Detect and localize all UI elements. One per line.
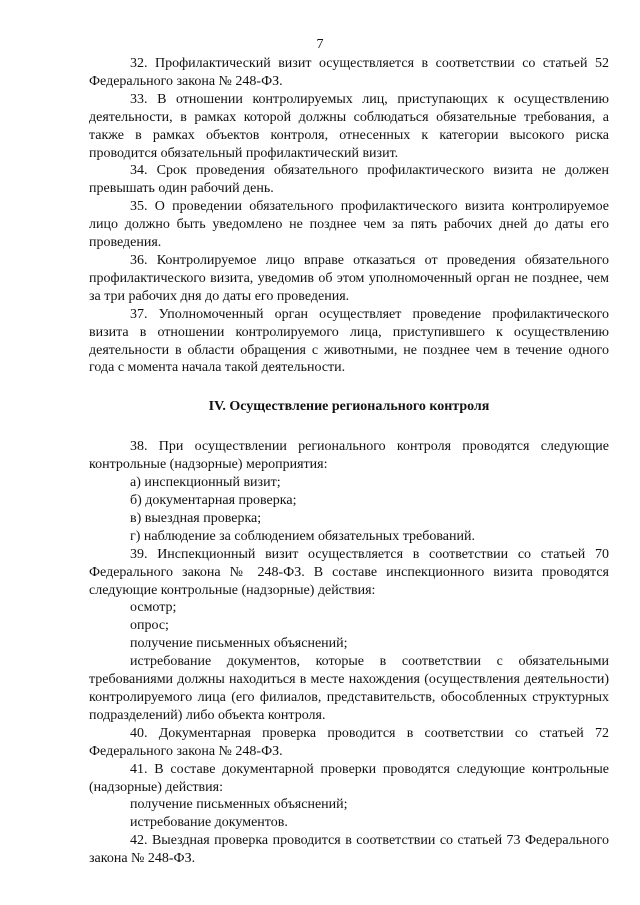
paragraph-32: 32. Профилактический визит осуществляется в соответствии со статьей 52 Федерального закона № 248-ФЗ.: [89, 56, 609, 89]
action-written-explanations-2: получение письменных объяснений;: [130, 797, 348, 813]
list-item-c: в) выездная проверка;: [130, 510, 262, 526]
action-document-request: истребование документов, которые в соответствии с обязательными требованиями должны находиться в месте нахождения (осуществления деятельности) контролируемого лица (его филиалов, представительств, обособленных структурных подразделений) либо объекта контроля.: [89, 654, 609, 723]
list-item-d: г) наблюдение за соблюдением обязательных требований.: [130, 528, 475, 544]
paragraph-40: 40. Документарная проверка проводится в соответствии со статьей 72 Федерального закона № 248-ФЗ.: [89, 725, 609, 759]
list-item-a: а) инспекционный визит;: [130, 475, 281, 491]
action-survey: опрос;: [130, 618, 169, 634]
paragraph-39: 39. Инспекционный визит осуществляется в соответствии со статьей 70 Федерального закона № 248-ФЗ. В составе инспекционного визита проводятся следующие контрольные (надзорные) действия:: [89, 546, 609, 598]
section-heading: IV. Осуществление регионального контроля: [208, 399, 490, 415]
paragraph-42: 42. Выездная проверка проводится в соответствии со статьей 73 Федерального закона № 248-ФЗ.: [89, 833, 609, 867]
document-body: [89, 55, 609, 868]
paragraph-34: 34. Срок проведения обязательного профилактического визита не должен превышать один рабочий день.: [89, 163, 609, 197]
list-item-b: б) документарная проверка;: [130, 493, 297, 509]
paragraph-37: 37. Уполномоченный орган осуществляет проведение профилактического визита в отношении контролируемого лица, приступившего к осуществлению деятельности в области обращения с животными, не позднее чем в течение одного года с момента начала такой деятельности.: [89, 306, 609, 376]
paragraph-38: 38. При осуществлении регионального контроля проводятся следующие контрольные (надзорные) мероприятия:: [89, 439, 609, 473]
paragraph-36: 36. Контролируемое лицо вправе отказаться от проведения обязательного профилактического визита, уведомив об этом уполномоченный орган не позднее, чем за три рабочих дня до даты его проведения.: [89, 252, 609, 304]
action-written-explanations: получение письменных объяснений;: [130, 636, 348, 652]
page-number: 7: [316, 37, 324, 52]
paragraph-41: 41. В составе документарной проверки проводятся следующие контрольные (надзорные) действия:: [89, 761, 609, 795]
action-document-request-2: истребование документов.: [130, 815, 288, 831]
paragraph-35: 35. О проведении обязательного профилактического визита контролируемое лицо должно быть уведомлено не позднее чем за пять рабочих дней до даты его проведения.: [89, 199, 609, 251]
paragraph-33: 33. В отношении контролируемых лиц, приступающих к осуществлению деятельности, в рамках которой должны соблюдаться обязательные требования, а также в рамках объектов контроля, отнесенных к категории высокого риска проводится обязательный профилактический визит.: [89, 91, 609, 161]
action-inspection: осмотр;: [130, 600, 177, 616]
